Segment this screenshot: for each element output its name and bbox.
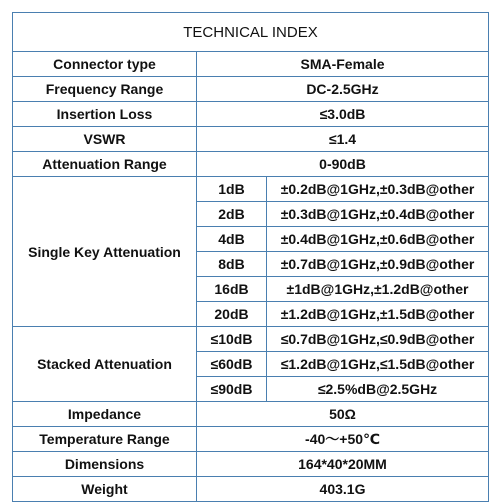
table-row — [13, 402, 489, 427]
stacked-spec: ≤0.7dB@1GHz,≤0.9dB@other — [267, 327, 489, 352]
table-row — [13, 152, 489, 177]
technical-index-table — [12, 12, 489, 502]
weight-label: Weight — [13, 477, 197, 502]
table-row — [13, 427, 489, 452]
dimensions-value: 164*40*20MM — [197, 452, 489, 477]
table-title: TECHNICAL INDEX — [13, 13, 489, 52]
table-row — [13, 127, 489, 152]
insertion-loss-label: Insertion Loss — [13, 102, 197, 127]
table-row — [13, 52, 489, 77]
single-key-spec: ±1.2dB@1GHz,±1.5dB@other — [267, 302, 489, 327]
single-key-spec: ±0.3dB@1GHz,±0.4dB@other — [267, 202, 489, 227]
temperature-range-value: -40～+50℃ — [197, 427, 489, 452]
stacked-step: ≤90dB — [197, 377, 267, 402]
impedance-label: Impedance — [13, 402, 197, 427]
attenuation-range-value: 0-90dB — [197, 152, 489, 177]
table-row — [13, 102, 489, 127]
stacked-spec: ≤2.5%dB@2.5GHz — [267, 377, 489, 402]
frequency-range-value: DC-2.5GHz — [197, 77, 489, 102]
single-key-step: 4dB — [197, 227, 267, 252]
single-key-step: 20dB — [197, 302, 267, 327]
single-key-step: 8dB — [197, 252, 267, 277]
table-row — [13, 77, 489, 102]
dimensions-label: Dimensions — [13, 452, 197, 477]
frequency-range-label: Frequency Range — [13, 77, 197, 102]
table-row — [13, 477, 489, 502]
table-row — [13, 452, 489, 477]
weight-value: 403.1G — [197, 477, 489, 502]
connector-type-label: Connector type — [13, 52, 197, 77]
technical-index-table-container — [12, 12, 488, 502]
single-key-spec: ±0.2dB@1GHz,±0.3dB@other — [267, 177, 489, 202]
table-title-row — [13, 13, 489, 52]
impedance-value: 50Ω — [197, 402, 489, 427]
vswr-label: VSWR — [13, 127, 197, 152]
single-key-spec: ±0.4dB@1GHz,±0.6dB@other — [267, 227, 489, 252]
vswr-value: ≤1.4 — [197, 127, 489, 152]
single-key-spec: ±0.7dB@1GHz,±0.9dB@other — [267, 252, 489, 277]
insertion-loss-value: ≤3.0dB — [197, 102, 489, 127]
single-key-step: 1dB — [197, 177, 267, 202]
single-key-step: 16dB — [197, 277, 267, 302]
single-key-spec: ±1dB@1GHz,±1.2dB@other — [267, 277, 489, 302]
connector-type-value: SMA-Female — [197, 52, 489, 77]
table-row — [13, 327, 489, 352]
stacked-step: ≤10dB — [197, 327, 267, 352]
single-key-step: 2dB — [197, 202, 267, 227]
stacked-spec: ≤1.2dB@1GHz,≤1.5dB@other — [267, 352, 489, 377]
table-row — [13, 177, 489, 202]
stacked-step: ≤60dB — [197, 352, 267, 377]
stacked-attenuation-label: Stacked Attenuation — [13, 327, 197, 402]
attenuation-range-label: Attenuation Range — [13, 152, 197, 177]
single-key-attenuation-label: Single Key Attenuation — [13, 177, 197, 327]
temperature-range-label: Temperature Range — [13, 427, 197, 452]
